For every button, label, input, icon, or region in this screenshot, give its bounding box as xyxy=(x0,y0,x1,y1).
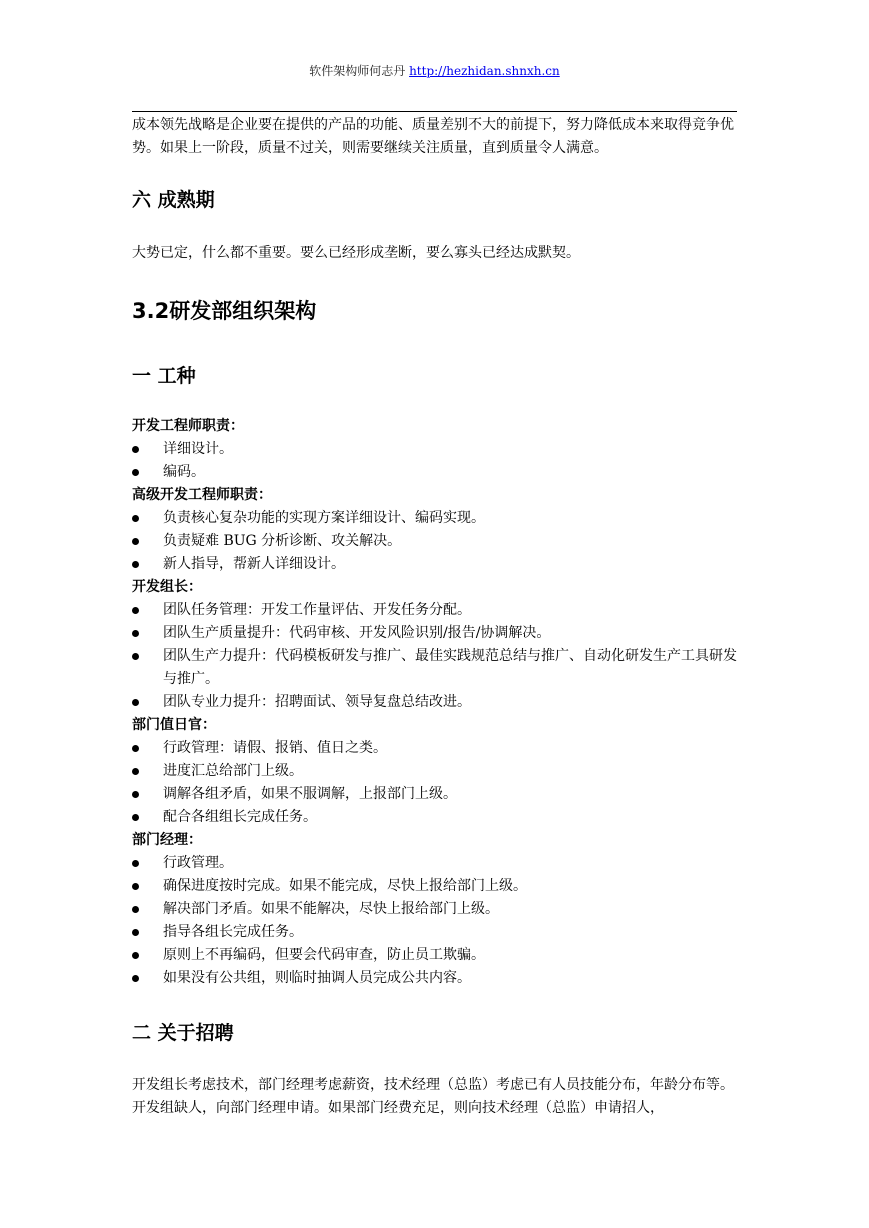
list-item: 配合各组组长完成任务。 xyxy=(132,806,738,829)
list-item: 行政管理：请假、报销、值日之类。 xyxy=(132,737,738,760)
section6-text: 大势已定，什么都不重要。要么已经形成垄断，要么寡头已经达成默契。 xyxy=(132,245,580,261)
role-label: 部门经理： xyxy=(132,832,202,848)
list-item: 编码。 xyxy=(132,461,738,484)
header-author: 软件架构师何志丹 xyxy=(309,64,410,78)
section1-heading: 一 工种 xyxy=(132,365,196,387)
list-item: 负责疑难 BUG 分析诊断、攻关解决。 xyxy=(132,530,738,553)
role-label: 部门值日官： xyxy=(132,717,216,733)
role-label: 开发工程师职责： xyxy=(132,418,244,434)
list-item: 团队专业力提升：招聘面试、领导复盘总结改进。 xyxy=(132,691,738,714)
role-label: 高级开发工程师职责： xyxy=(132,487,272,503)
role-duties xyxy=(132,438,738,484)
roles-list xyxy=(132,415,738,990)
header-link[interactable]: http://hezhidan.shnxh.cn xyxy=(409,64,560,78)
list-item: 团队生产力提升：代码模板研发与推广、最佳实践规范总结与推广、自动化研发生产工具研发与推广。 xyxy=(132,645,738,691)
list-item: 新人指导，帮新人详细设计。 xyxy=(132,553,738,576)
chapter-heading: 3.2研发部组织架构 xyxy=(132,299,317,323)
list-item: 团队生产质量提升：代码审核、开发风险识别/报告/协调解决。 xyxy=(132,622,738,645)
list-item: 调解各组矛盾，如果不服调解，上报部门上级。 xyxy=(132,783,738,806)
document-body xyxy=(132,114,738,1120)
section2-text: 开发组长考虑技术，部门经理考虑薪资，技术经理（总监）考虑已有人员技能分布，年龄分布等。开发组缺人，向部门经理申请。如果部门经费充足，则向技术经理（总监）申请招人， xyxy=(132,1077,734,1116)
list-item: 如果没有公共组，则临时抽调人员完成公共内容。 xyxy=(132,967,738,990)
role-duties xyxy=(132,599,738,714)
list-item: 详细设计。 xyxy=(132,438,738,461)
list-item: 原则上不再编码，但要会代码审查，防止员工欺骗。 xyxy=(132,944,738,967)
section6-heading: 六 成熟期 xyxy=(132,189,215,211)
intro-paragraph: 成本领先战略是企业要在提供的产品的功能、质量差别不大的前提下，努力降低成本来取得竞争优势。如果上一阶段，质量不过关，则需要继续关注质量，直到质量令人满意。 xyxy=(132,117,734,156)
list-item: 解决部门矛盾。如果不能解决，尽快上报给部门上级。 xyxy=(132,898,738,921)
list-item: 团队任务管理：开发工作量评估、开发任务分配。 xyxy=(132,599,738,622)
role-duties xyxy=(132,507,738,576)
role-label: 开发组长： xyxy=(132,579,202,595)
page-header xyxy=(0,62,869,79)
header-divider xyxy=(132,111,737,112)
list-item: 进度汇总给部门上级。 xyxy=(132,760,738,783)
list-item: 负责核心复杂功能的实现方案详细设计、编码实现。 xyxy=(132,507,738,530)
section2-heading: 二 关于招聘 xyxy=(132,1022,234,1044)
role-duties xyxy=(132,737,738,829)
list-item: 确保进度按时完成。如果不能完成，尽快上报给部门上级。 xyxy=(132,875,738,898)
role-duties xyxy=(132,852,738,990)
list-item: 行政管理。 xyxy=(132,852,738,875)
list-item: 指导各组长完成任务。 xyxy=(132,921,738,944)
